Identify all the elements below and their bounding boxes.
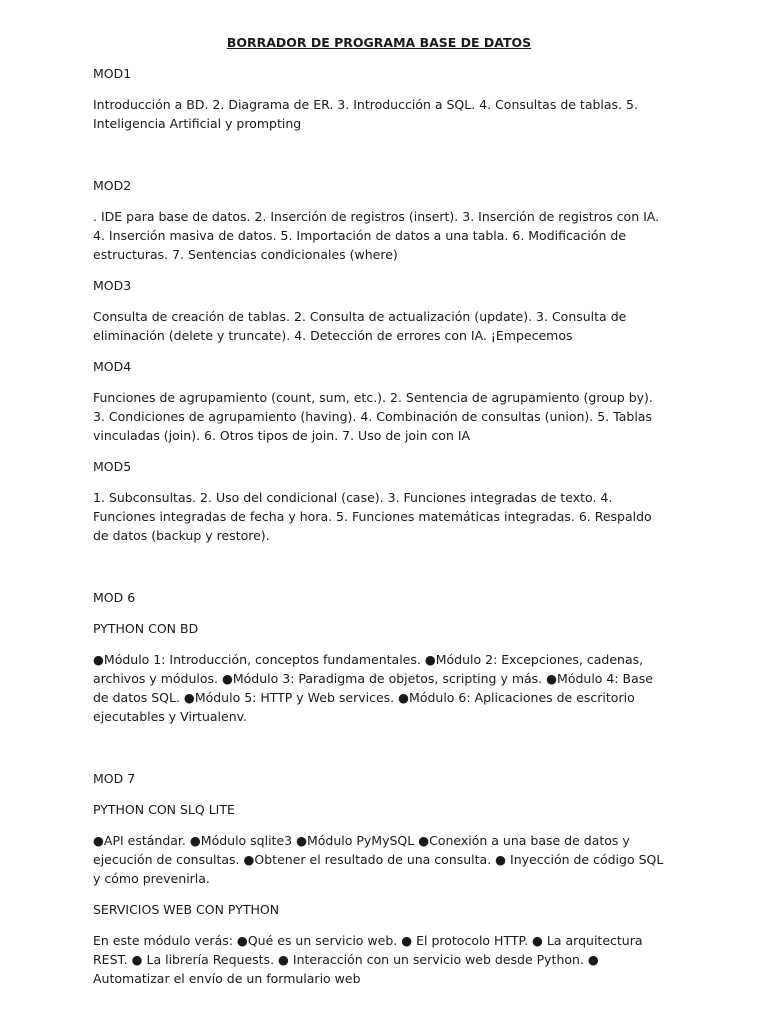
module-body-4: Funciones de agrupamiento (count, sum, etc.). 2. Sentencia de agrupamiento (group by). 3. Condiciones de agrupamiento (having). 4. Combinación de consultas (union). 5. Tablas vinculadas (join). 6. Otros tipos de join. 7. Uso de join con IA <box>93 390 653 443</box>
module-heading-4: MOD4 <box>93 359 132 374</box>
module-body-6: ●Módulo 1: Introducción, conceptos fundamentales. ●Módulo 2: Excepciones, cadenas, archivos y módulos. ●Módulo 3: Paradigma de objetos, scripting y más. ●Módulo 4: Base de datos SQL. ●Módulo 5: HTTP y Web services. ●Módulo 6: Aplicaciones de escritorio ejecutables y Virtualenv. <box>93 652 653 724</box>
module-body-7: ●API estándar. ●Módulo sqlite3 ●Módulo PyMySQL ●Conexión a una base de datos y ejecución de consultas. ●Obtener el resultado de una consulta. ● Inyección de código SQL y cómo prevenirla. <box>93 833 664 886</box>
document-page <box>93 33 665 1000</box>
spacer <box>93 738 665 769</box>
spacer <box>93 557 665 588</box>
module-body-7b: En este módulo verás: ●Qué es un servicio web. ● El protocolo HTTP. ● La arquitectura REST. ● La librería Requests. ● Interacción con un servicio web desde Python. ● Automatizar el envío de un formulario web <box>93 933 643 986</box>
module-heading-1: MOD1 <box>93 66 132 81</box>
document-title: BORRADOR DE PROGRAMA BASE DE DATOS <box>226 35 532 50</box>
module-body-3: Consulta de creación de tablas. 2. Consulta de actualización (update). 3. Consulta de eliminación (delete y truncate). 4. Detección de errores con IA. ¡Empecemos <box>93 309 627 343</box>
module-subheading-6: PYTHON CON BD <box>93 621 199 636</box>
module-body-2: . IDE para base de datos. 2. Inserción de registros (insert). 3. Inserción de registros con IA. 4. Inserción masiva de datos. 5. Importación de datos a una tabla. 6. Modificación de estructuras. 7. Sentencias condicionales (where) <box>93 209 660 262</box>
module-heading-5: MOD5 <box>93 459 132 474</box>
module-heading-6: MOD 6 <box>93 590 136 605</box>
module-body-5: 1. Subconsultas. 2. Uso del condicional (case). 3. Funciones integradas de texto. 4. Funciones integradas de fecha y hora. 5. Funciones matemáticas integradas. 6. Respaldo de datos (backup y restore). <box>93 490 652 543</box>
module-subheading-7b: SERVICIOS WEB CON PYTHON <box>93 902 280 917</box>
module-heading-7: MOD 7 <box>93 771 136 786</box>
spacer <box>93 145 665 176</box>
module-heading-2: MOD2 <box>93 178 132 193</box>
module-body-1: Introducción a BD. 2. Diagrama de ER. 3. Introducción a SQL. 4. Consultas de tablas. 5. Inteligencia Artificial y prompting <box>93 97 638 131</box>
module-subheading-7: PYTHON CON SLQ LITE <box>93 802 235 817</box>
module-heading-3: MOD3 <box>93 278 132 293</box>
